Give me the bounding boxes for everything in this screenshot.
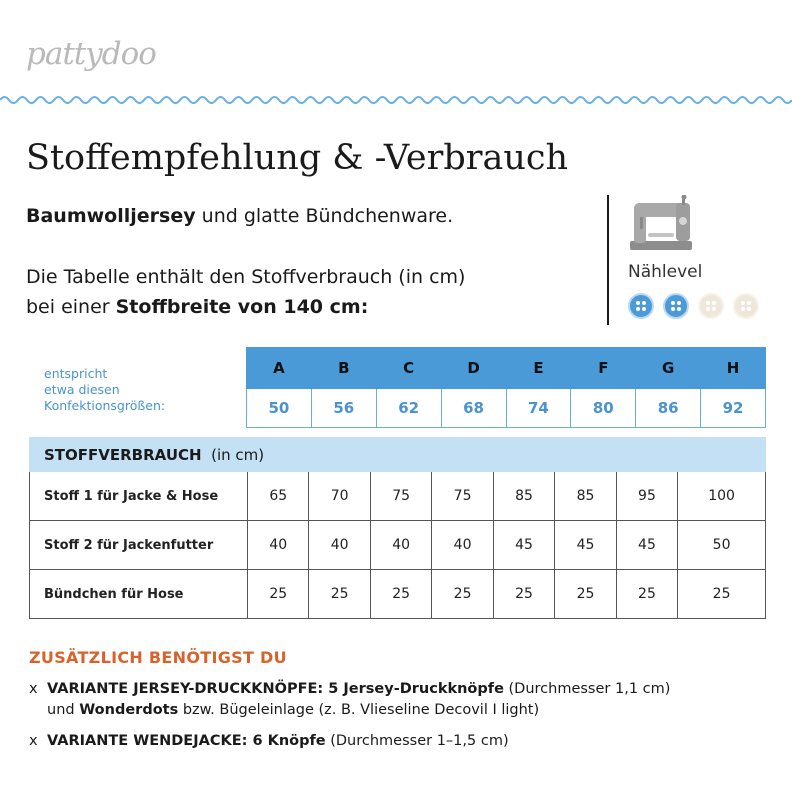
list-marker: x <box>29 733 38 749</box>
section-divider <box>607 195 609 325</box>
usage-header-row <box>30 438 766 472</box>
table-cell: 45 <box>493 521 554 570</box>
size-letter: H <box>701 348 766 389</box>
intro-fabric: Baumwolljersey <box>26 205 196 227</box>
row-label: Bündchen für Hose <box>30 570 248 619</box>
list-item-line <box>29 700 670 721</box>
list-item-bold: VARIANTE JERSEY-DRUCKKNÖPFE: 5 Jersey-Druckknöpfe <box>47 681 504 697</box>
button-hole <box>706 301 710 305</box>
table-cell: 25 <box>616 570 677 619</box>
skill-level-rating <box>628 293 759 319</box>
size-note-line: entspricht <box>44 366 108 381</box>
button-hole <box>636 307 640 311</box>
table-row <box>30 472 766 521</box>
table-cell: 95 <box>616 472 677 521</box>
size-table <box>246 347 766 428</box>
size-value: 80 <box>571 389 636 428</box>
button-hole <box>747 307 751 311</box>
list-item <box>29 731 509 752</box>
table-cell: 25 <box>248 570 309 619</box>
row-label: Stoff 1 für Jacke & Hose <box>30 472 248 521</box>
list-item-line <box>29 731 509 752</box>
size-value: 74 <box>506 389 571 428</box>
button-hole <box>642 301 646 305</box>
size-letter: G <box>636 348 701 389</box>
size-note <box>44 366 165 414</box>
table-cell: 25 <box>678 570 766 619</box>
button-hole <box>712 301 716 305</box>
usage-header-title: STOFFVERBRAUCH <box>44 445 202 464</box>
button-empty-icon <box>733 293 759 319</box>
table-cell: 45 <box>616 521 677 570</box>
extras-title: ZUSÄTZLICH BENÖTIGST DU <box>29 648 287 667</box>
list-item-bold: Wonderdots <box>79 702 179 718</box>
table-cell: 25 <box>555 570 616 619</box>
list-item-text: bzw. Bügeleinlage (z. B. Vlieseline Decovil I light) <box>178 702 540 718</box>
button-hole <box>706 307 710 311</box>
intro-line-1-rest: und glatte Bündchenware. <box>195 205 454 227</box>
usage-header <box>30 438 766 472</box>
button-hole <box>677 301 681 305</box>
table-row <box>30 521 766 570</box>
size-note-line: etwa diesen <box>44 382 120 397</box>
list-item-text: (Durchmesser 1–1,5 cm) <box>325 733 509 749</box>
table-cell: 40 <box>248 521 309 570</box>
table-cell: 75 <box>432 472 493 521</box>
table-cell: 100 <box>678 472 766 521</box>
usage-header-unit: (in cm) <box>211 445 265 464</box>
intro-fabric-width: Stoffbreite von 140 cm: <box>115 296 369 318</box>
button-hole <box>642 307 646 311</box>
size-value: 92 <box>701 389 766 428</box>
table-cell: 25 <box>493 570 554 619</box>
intro-line-3-pre: bei einer <box>26 296 116 318</box>
size-letter: E <box>506 348 571 389</box>
sewing-machine-icon <box>626 195 698 253</box>
table-cell: 65 <box>248 472 309 521</box>
table-cell: 40 <box>309 521 370 570</box>
button-hole <box>741 301 745 305</box>
button-hole <box>671 307 675 311</box>
table-cell: 25 <box>309 570 370 619</box>
size-value: 56 <box>311 389 376 428</box>
table-cell: 25 <box>432 570 493 619</box>
list-item-bold: VARIANTE WENDEJACKE: 6 Knöpfe <box>47 733 326 749</box>
table-cell: 40 <box>370 521 431 570</box>
size-letter: B <box>311 348 376 389</box>
list-item <box>29 679 670 721</box>
list-item-line <box>29 679 670 700</box>
size-letter: F <box>571 348 636 389</box>
button-hole <box>671 301 675 305</box>
size-letter: D <box>441 348 506 389</box>
size-value-row <box>247 389 766 428</box>
page-title: Stoffempfehlung & -Verbrauch <box>26 138 569 178</box>
size-letter: A <box>247 348 312 389</box>
table-cell: 85 <box>555 472 616 521</box>
table-row <box>30 570 766 619</box>
table-cell: 70 <box>309 472 370 521</box>
table-cell: 50 <box>678 521 766 570</box>
list-item-text: und <box>47 702 80 718</box>
button-filled-icon <box>628 293 654 319</box>
table-cell: 85 <box>493 472 554 521</box>
wave-divider <box>0 92 792 108</box>
size-value: 62 <box>376 389 441 428</box>
intro-line-2: Die Tabelle enthält den Stoffverbrauch (in cm) <box>26 266 466 288</box>
table-cell: 40 <box>432 521 493 570</box>
brand-logo: pattydoo <box>26 36 156 72</box>
button-hole <box>712 307 716 311</box>
button-hole <box>636 301 640 305</box>
size-value: 50 <box>247 389 312 428</box>
skill-level-label: Nählevel <box>628 262 703 282</box>
size-value: 68 <box>441 389 506 428</box>
button-empty-icon <box>698 293 724 319</box>
button-hole <box>741 307 745 311</box>
table-cell: 25 <box>370 570 431 619</box>
button-hole <box>747 301 751 305</box>
list-item-text: (Durchmesser 1,1 cm) <box>503 681 671 697</box>
size-letter-row <box>247 348 766 389</box>
button-hole <box>677 307 681 311</box>
table-cell: 75 <box>370 472 431 521</box>
size-note-line: Konfektionsgrößen: <box>44 398 166 413</box>
row-label: Stoff 2 für Jackenfutter <box>30 521 248 570</box>
button-filled-icon <box>663 293 689 319</box>
size-letter: C <box>376 348 441 389</box>
size-value: 86 <box>636 389 701 428</box>
table-cell: 45 <box>555 521 616 570</box>
intro-line-3 <box>26 292 368 322</box>
list-marker: x <box>29 681 38 697</box>
intro-line-1 <box>26 201 453 231</box>
fabric-usage-table <box>29 437 766 619</box>
